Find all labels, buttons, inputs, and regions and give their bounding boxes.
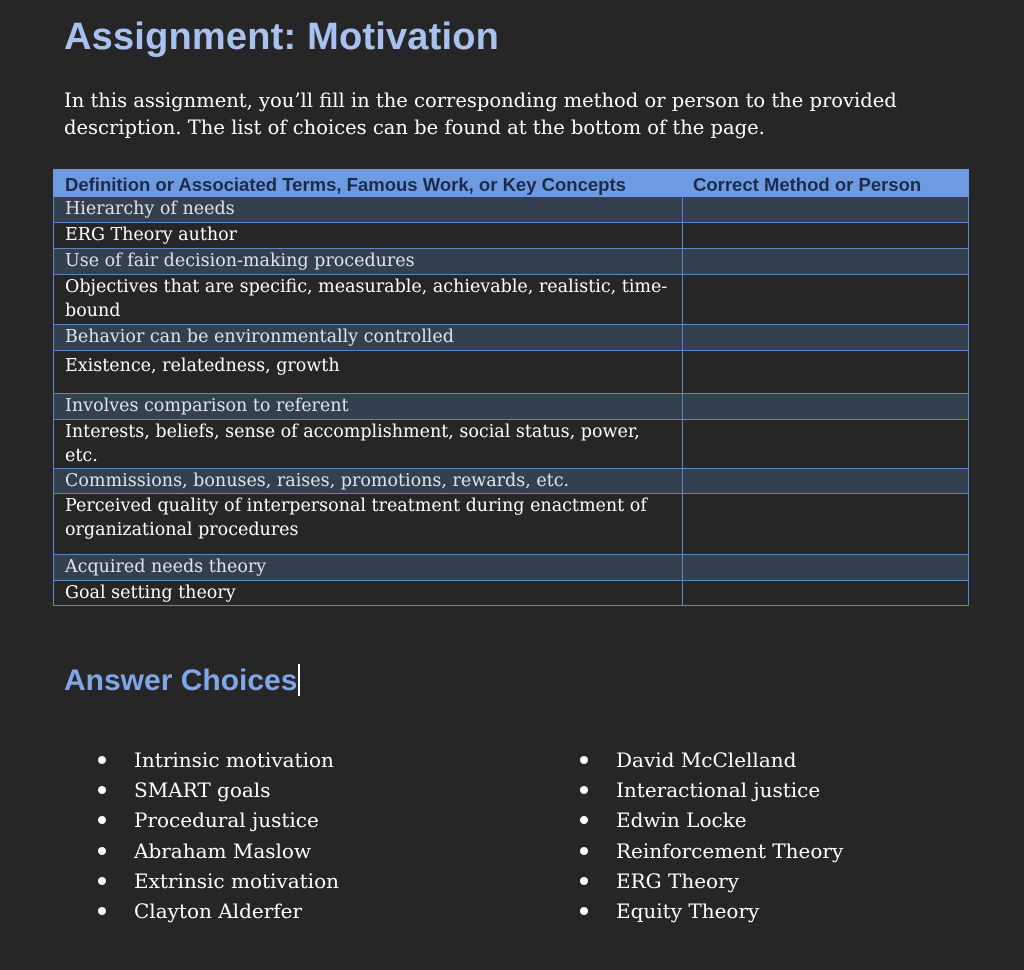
list-item	[580, 866, 843, 896]
bullet-icon	[580, 847, 588, 855]
choice-label: Extrinsic motivation	[134, 868, 339, 893]
table-row	[54, 420, 969, 469]
choice-label: Procedural justice	[134, 808, 319, 833]
answer-cell[interactable]	[683, 249, 969, 275]
list-item	[580, 836, 843, 866]
header-definition: Definition or Associated Terms, Famous Work, or Key Concepts	[54, 170, 683, 197]
definition-cell: Interests, beliefs, sense of accomplishment, social status, power, etc.	[54, 420, 683, 469]
answer-cell[interactable]	[683, 394, 969, 420]
table-row	[54, 223, 969, 249]
table-row	[54, 581, 969, 606]
table-row	[54, 249, 969, 275]
bullet-icon	[98, 907, 106, 915]
bullet-icon	[580, 907, 588, 915]
answer-cell[interactable]	[683, 494, 969, 555]
answer-cell[interactable]	[683, 469, 969, 494]
answer-cell[interactable]	[683, 581, 969, 606]
bullet-icon	[98, 847, 106, 855]
bullet-icon	[98, 786, 106, 794]
answer-cell[interactable]	[683, 420, 969, 469]
list-item	[580, 745, 843, 775]
table-row	[54, 555, 969, 581]
bullet-icon	[580, 877, 588, 885]
answer-cell[interactable]	[683, 275, 969, 325]
list-item	[580, 775, 843, 805]
list-item	[98, 836, 339, 866]
choice-label: Abraham Maslow	[134, 838, 312, 863]
choice-label: ERG Theory	[616, 868, 739, 893]
answer-choices-heading[interactable]	[64, 664, 300, 698]
definition-cell: Commissions, bonuses, raises, promotions, rewards, etc.	[54, 469, 683, 494]
document-title: Assignment: Motivation	[64, 16, 500, 58]
choice-label: Reinforcement Theory	[616, 838, 844, 863]
bullet-icon	[580, 756, 588, 764]
definition-cell: Hierarchy of needs	[54, 197, 683, 223]
table-row	[54, 197, 969, 223]
list-item	[98, 775, 339, 805]
answer-cell[interactable]	[683, 351, 969, 394]
answer-choices-left-list	[98, 745, 339, 926]
definition-cell: Acquired needs theory	[54, 555, 683, 581]
list-item	[580, 805, 843, 835]
bullet-icon	[98, 756, 106, 764]
definition-cell: Use of fair decision-making procedures	[54, 249, 683, 275]
definition-cell: Involves comparison to referent	[54, 394, 683, 420]
table-row	[54, 325, 969, 351]
answer-cell[interactable]	[683, 325, 969, 351]
table-row	[54, 494, 969, 555]
intro-paragraph: In this assignment, you’ll fill in the corresponding method or person to the provided description. The list of choices can be found at the bottom of the page.	[64, 89, 897, 139]
definition-cell: Existence, relatedness, growth	[54, 351, 683, 394]
list-item	[98, 866, 339, 896]
bullet-icon	[580, 786, 588, 794]
definition-cell: Behavior can be environmentally controlled	[54, 325, 683, 351]
choice-label: Clayton Alderfer	[134, 898, 303, 923]
table-header-row	[54, 170, 969, 197]
choice-label: Edwin Locke	[616, 808, 747, 833]
choice-label: Equity Theory	[616, 898, 760, 923]
list-item	[580, 896, 843, 926]
answer-cell[interactable]	[683, 555, 969, 581]
definition-cell: Perceived quality of interpersonal treatment during enactment of organizational procedures	[54, 494, 683, 555]
choice-label: Intrinsic motivation	[134, 748, 334, 772]
list-item	[98, 745, 339, 775]
answer-choices-right-list	[580, 745, 843, 926]
answer-cell[interactable]	[683, 223, 969, 249]
header-answer: Correct Method or Person	[683, 170, 969, 197]
table-row	[54, 469, 969, 494]
bullet-icon	[98, 816, 106, 824]
table-row	[54, 351, 969, 394]
table-row	[54, 275, 969, 325]
answer-cell[interactable]	[683, 197, 969, 223]
definition-cell: Objectives that are specific, measurable, achievable, realistic, time-bound	[54, 275, 683, 325]
bullet-icon	[580, 816, 588, 824]
list-item	[98, 805, 339, 835]
table-row	[54, 394, 969, 420]
choice-label: Interactional justice	[616, 778, 821, 803]
definition-cell: Goal setting theory	[54, 581, 683, 606]
text-cursor	[298, 664, 300, 696]
choice-label: David McClelland	[616, 748, 797, 772]
list-item	[98, 896, 339, 926]
answer-choices-heading-text: Answer Choices	[64, 664, 298, 697]
bullet-icon	[98, 877, 106, 885]
definitions-table	[53, 169, 969, 606]
choice-label: SMART goals	[134, 778, 271, 803]
definition-cell: ERG Theory author	[54, 223, 683, 249]
